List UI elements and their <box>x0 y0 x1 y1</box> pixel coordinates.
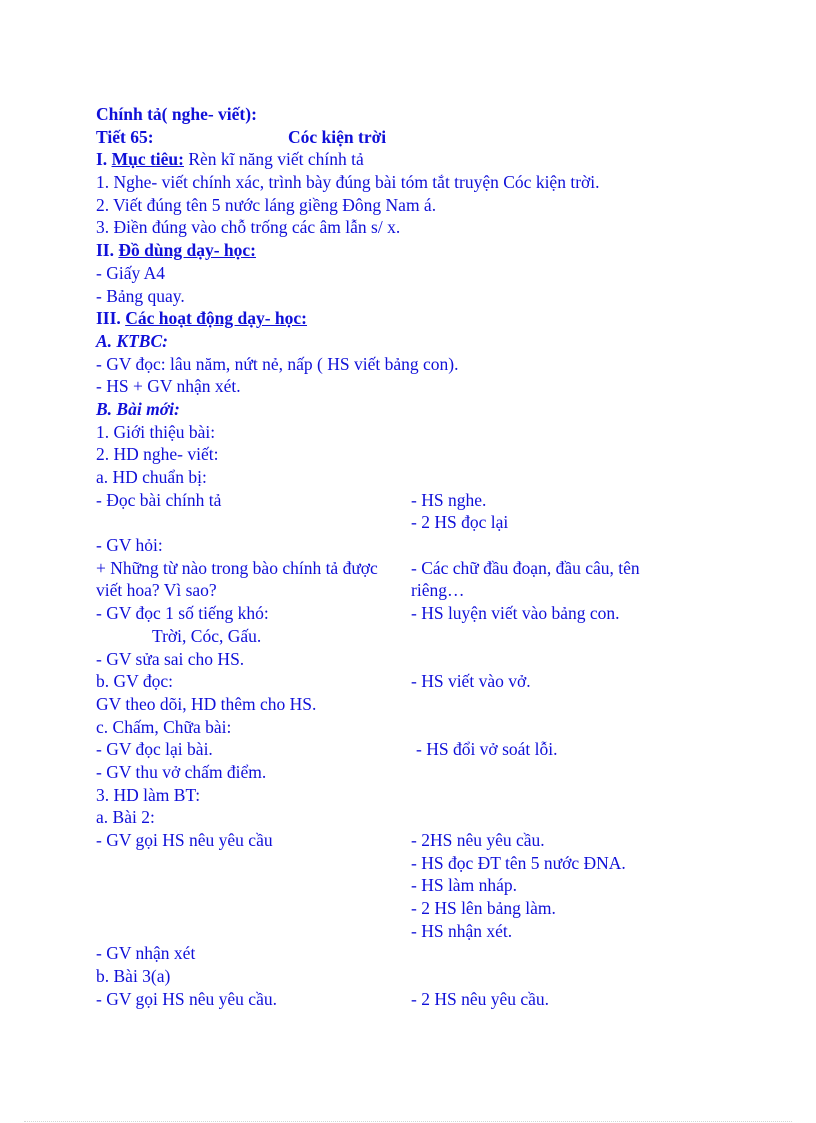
activity-line: 2. HD nghe- viết: <box>96 444 219 465</box>
student-action: - 2HS nêu yêu cầu. <box>411 830 545 850</box>
lesson-number: Tiết 65: <box>96 126 154 147</box>
section-objectives <box>96 148 736 171</box>
lesson-plan-page <box>96 103 736 1011</box>
activity-line: a. HD chuẩn bị: <box>96 467 207 487</box>
activity-row <box>96 602 736 625</box>
teacher-action: - Đọc bài chính tả <box>96 489 222 510</box>
activity-line: 3. HD làm BT: <box>96 784 201 805</box>
section-title: Mục tiêu: <box>111 149 184 170</box>
student-action: - HS làm nháp. <box>411 875 517 896</box>
activity-line: - GV đọc: lâu năm, nứt nẻ, nấp ( HS viết bảng con). <box>96 353 459 374</box>
activity-row <box>96 557 736 580</box>
student-action: - HS đọc ĐT tên 5 nước ĐNA. <box>411 852 626 873</box>
activity-row <box>96 489 736 512</box>
student-action: - HS luyện viết vào bảng con. <box>411 603 620 624</box>
activity-row <box>96 579 736 602</box>
activity-row <box>96 988 736 1011</box>
activity-row <box>96 897 736 920</box>
section-materials <box>96 239 736 262</box>
subject-heading: Chính tả( nghe- viết): <box>96 104 257 124</box>
objective-item: 2. Viết đúng tên 5 nước láng giềng Đông Nam á. <box>96 194 437 215</box>
activity-row <box>96 511 736 534</box>
page-bottom-divider <box>24 1121 792 1122</box>
material-item: - Giấy A4 <box>96 262 166 283</box>
activity-line: - GV thu vở chấm điểm. <box>96 761 267 782</box>
section-title: Đồ dùng dạy- học: <box>118 240 256 261</box>
lesson-heading <box>96 126 736 149</box>
activity-line: - GV sửa sai cho HS. <box>96 648 245 669</box>
section-number: I. <box>96 149 108 170</box>
teacher-action: - GV đọc lại bài. <box>96 739 213 760</box>
student-action: - 2 HS lên bảng làm. <box>411 898 556 919</box>
student-action: - HS nhận xét. <box>411 920 513 941</box>
student-action: - HS đổi vở soát lỗi. <box>416 739 558 760</box>
teacher-action: - GV gọi HS nêu yêu cầu. <box>96 988 277 1009</box>
activity-line: 1. Giới thiệu bài: <box>96 421 216 442</box>
activity-row <box>96 920 736 943</box>
student-action: - Các chữ đầu đoạn, đầu câu, tên <box>411 557 640 578</box>
material-item: - Bảng quay. <box>96 285 185 306</box>
section-activities <box>96 307 736 330</box>
activity-row <box>96 738 736 761</box>
part-a-heading: A. KTBC: <box>96 330 168 351</box>
section-number: III. <box>96 308 121 329</box>
activity-line: - HS + GV nhận xét. <box>96 376 241 397</box>
section-text: Rèn kĩ năng viết chính tả <box>183 149 364 170</box>
hard-words-list: Trời, Cóc, Gấu. <box>152 625 262 646</box>
teacher-action: - GV gọi HS nêu yêu cầu <box>96 830 273 850</box>
teacher-action: b. GV đọc: <box>96 671 173 692</box>
activity-row <box>96 852 736 875</box>
activity-line: c. Chấm, Chữa bài: <box>96 716 232 737</box>
section-number: II. <box>96 240 114 261</box>
activity-line: - GV hỏi: <box>96 535 163 556</box>
activity-row <box>96 829 736 852</box>
student-action: - HS viết vào vở. <box>411 671 531 692</box>
section-title: Các hoạt động dạy- học: <box>125 308 308 329</box>
activity-line: GV theo dõi, HD thêm cho HS. <box>96 693 317 714</box>
student-action: - 2 HS nêu yêu cầu. <box>411 988 550 1009</box>
lesson-title: Cóc kiện trời <box>288 126 387 147</box>
activity-row <box>96 670 736 693</box>
teacher-action: - GV đọc 1 số tiếng khó: <box>96 603 269 624</box>
activity-line: a. Bài 2: <box>96 807 155 828</box>
activity-line: - GV nhận xét <box>96 943 196 964</box>
objective-item: 3. Điền đúng vào chỗ trống các âm lẫn s/ x. <box>96 217 401 238</box>
teacher-action: + Những từ nào trong bào chính tả được <box>96 557 378 578</box>
student-action: - 2 HS đọc lại <box>411 512 509 533</box>
student-action: riêng… <box>411 580 465 601</box>
student-action: - HS nghe. <box>411 489 487 510</box>
activity-line: b. Bài 3(a) <box>96 966 171 987</box>
teacher-action: viết hoa? Vì sao? <box>96 580 217 601</box>
activity-row <box>96 874 736 897</box>
objective-item: 1. Nghe- viết chính xác, trình bày đúng bài tóm tắt truyện Cóc kiện trời. <box>96 172 600 193</box>
part-b-heading: B. Bài mới: <box>96 398 180 419</box>
